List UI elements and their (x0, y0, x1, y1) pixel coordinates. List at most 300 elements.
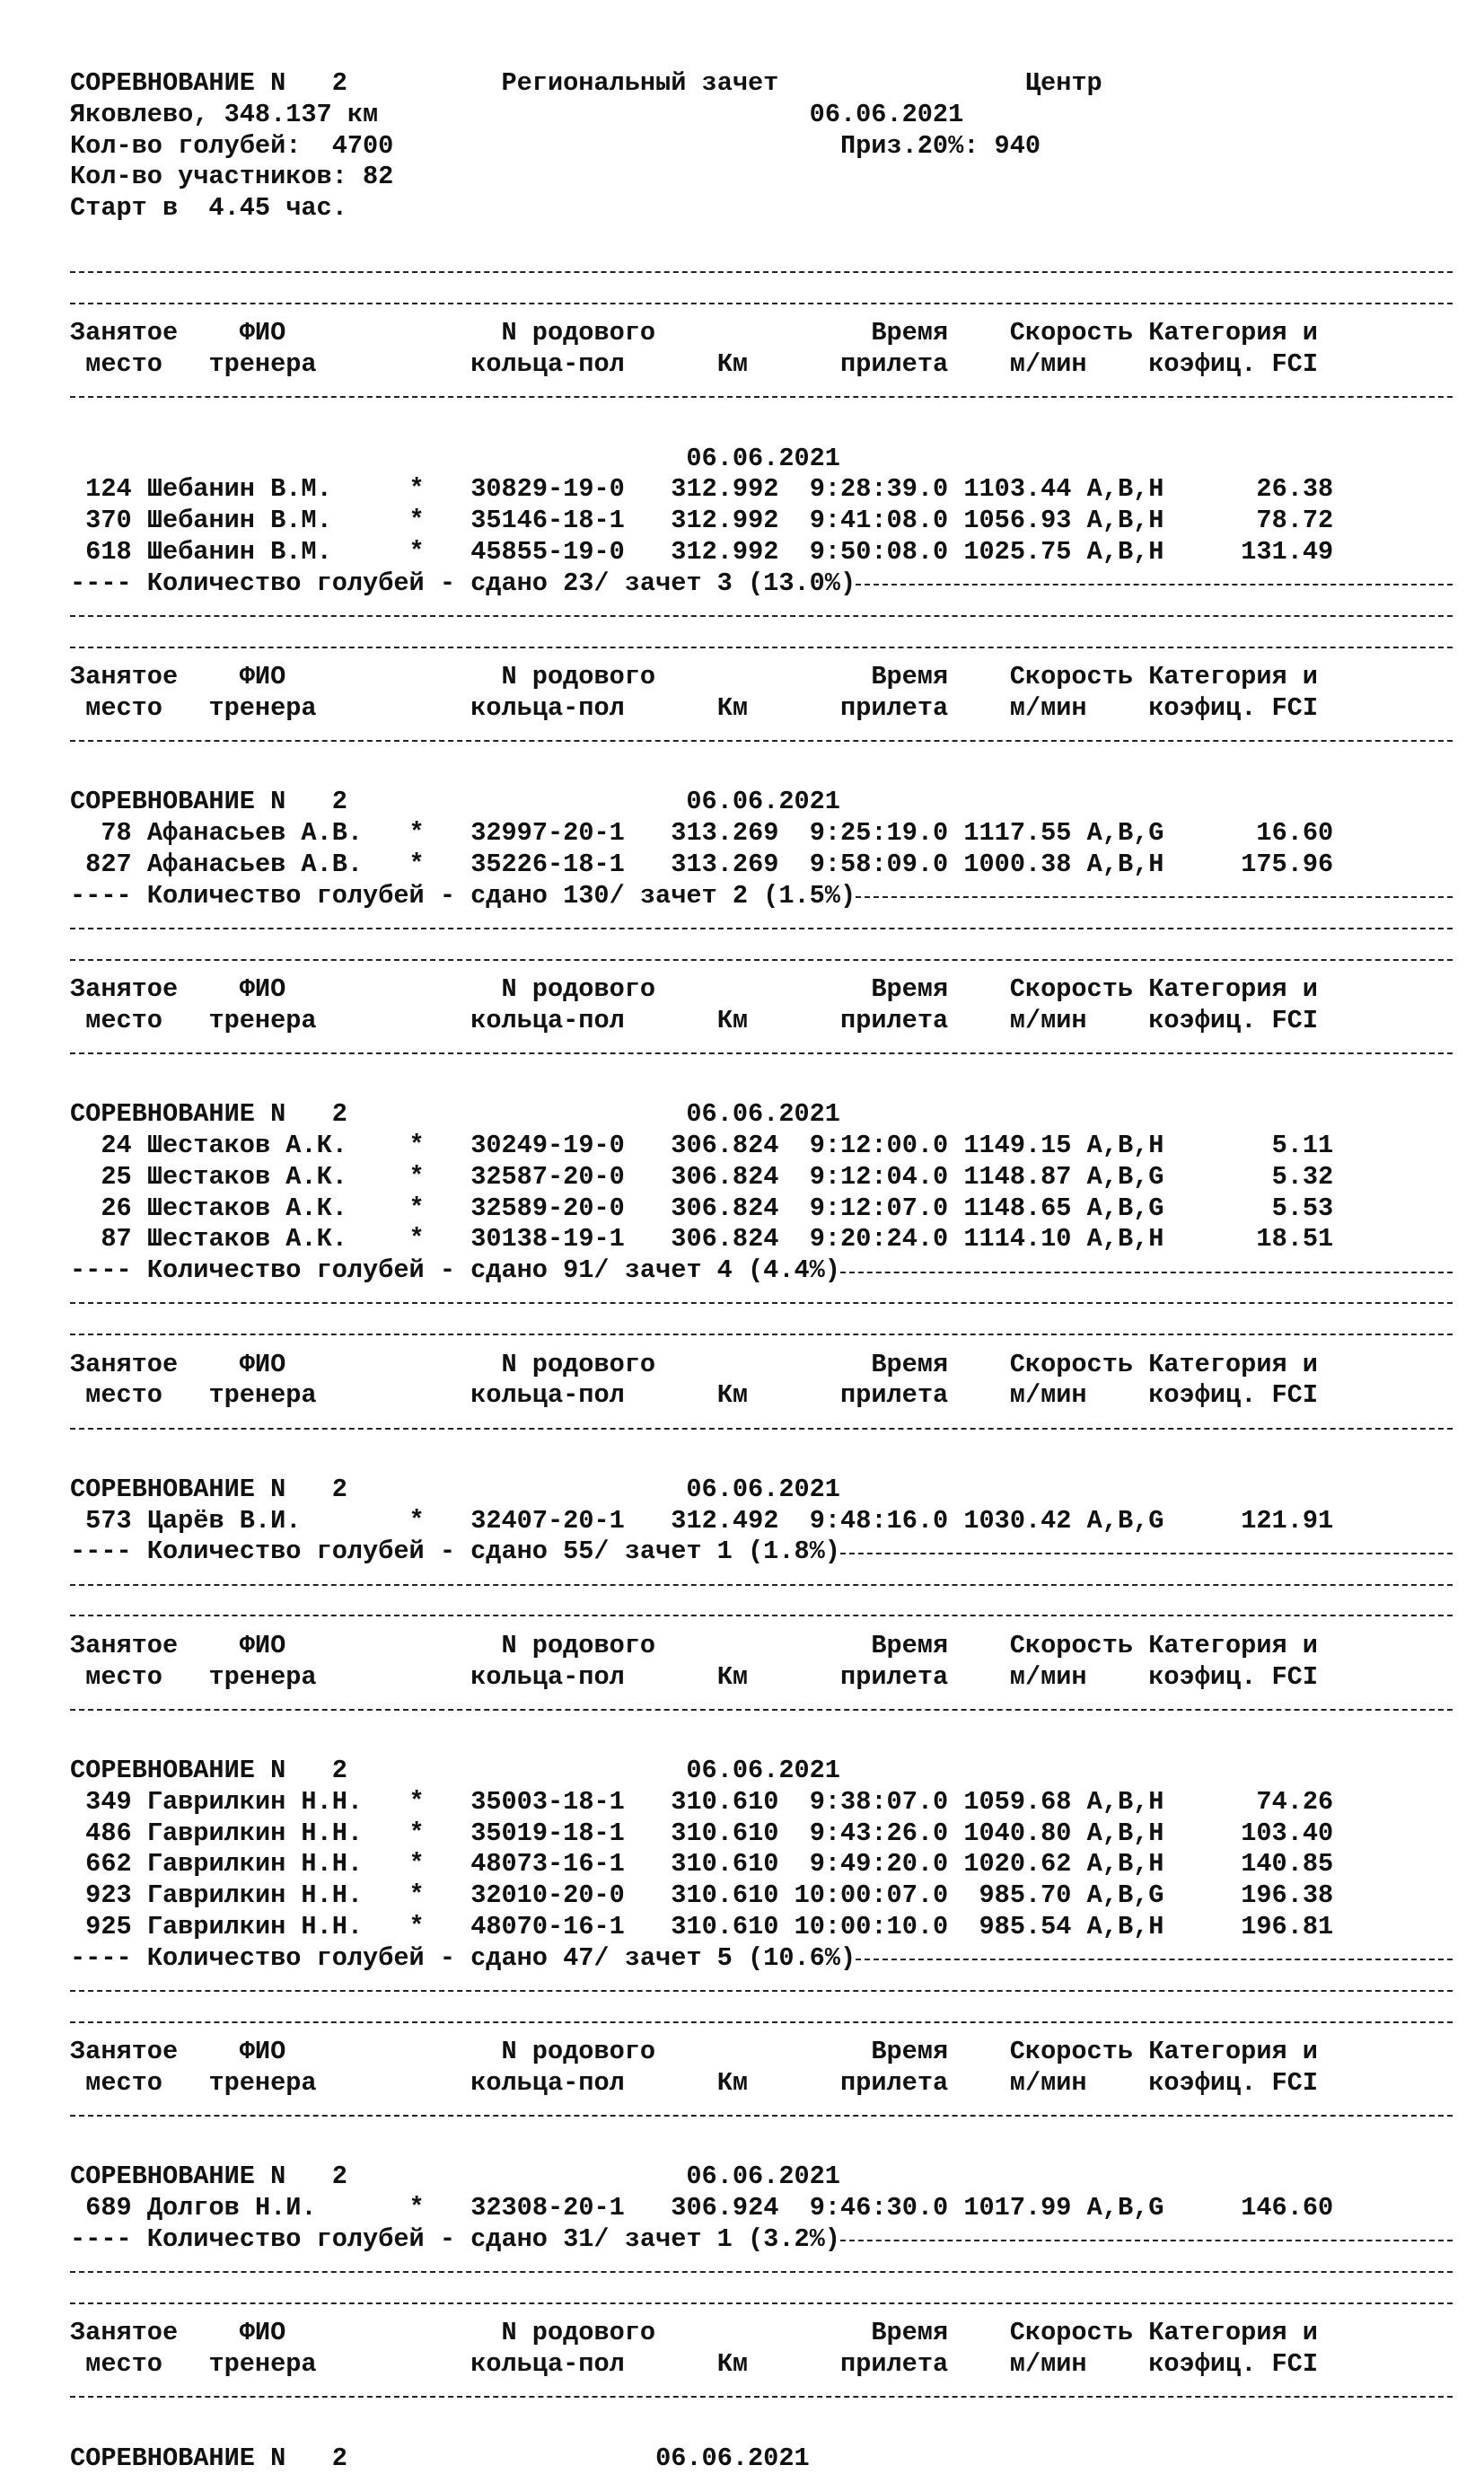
result-row (70, 1506, 1453, 1537)
col-time-header-2: прилета (840, 1661, 949, 1692)
blank-line (70, 1443, 1453, 1475)
section-summary (70, 1255, 1453, 1287)
result-place: 689 (85, 2193, 132, 2223)
result-category: A,B,G (1086, 1880, 1164, 1911)
table-header-top-rule (70, 1599, 1453, 1631)
result-fci-coefficient: 103.40 (1241, 1818, 1334, 1848)
col-ring-header-2: кольца-пол (470, 2068, 625, 2098)
result-row (70, 1818, 1453, 1850)
result-mark: * (408, 2193, 425, 2223)
col-category-header-2: коэфиц. FCI (1148, 1005, 1318, 1035)
col-name-header: ФИО (239, 974, 286, 1005)
result-ring: 32587-20-0 (470, 1161, 625, 1192)
start-time: Старт в 4.45 час. (70, 193, 347, 224)
table-header-bottom-rule (70, 2381, 1453, 2412)
result-ring: 30138-19-1 (470, 1224, 625, 1255)
result-fci-coefficient: 26.38 (1256, 474, 1334, 505)
result-km: 310.610 (671, 1880, 779, 1911)
table-header-row-1 (70, 1631, 1453, 1662)
col-speed-header: Скорость (1009, 1630, 1134, 1660)
result-place: 124 (85, 474, 132, 505)
section-label: СОРЕВНОВАНИЕ N 2 (70, 1474, 347, 1504)
col-ring-header: N родового (501, 2037, 656, 2067)
result-fci-coefficient: 16.60 (1256, 818, 1334, 849)
result-mark: * (408, 1224, 425, 1255)
section-summary (70, 2224, 1453, 2256)
col-name-header: ФИО (239, 2318, 286, 2348)
result-mark: * (408, 1818, 425, 1848)
result-place: 24 (101, 1131, 132, 1161)
result-row (70, 1224, 1453, 1255)
result-trainer-name: Гаврилкин Н.Н. (146, 1818, 364, 1848)
col-place-header: Занятое (70, 662, 179, 692)
result-category: A,B,G (1086, 1193, 1164, 1223)
col-ring-header-2: кольца-пол (470, 1005, 625, 1035)
result-speed: 985.70 (979, 1880, 1072, 1911)
result-arrival-time: 9:38:07.0 (809, 1786, 949, 1817)
result-mark: * (408, 1161, 425, 1192)
section-top-rule (70, 256, 1453, 287)
result-row (70, 1912, 1453, 1943)
col-time-header-2: прилета (840, 349, 949, 380)
table-header-row-2 (70, 693, 1453, 725)
result-fci-coefficient: 146.60 (1241, 2193, 1334, 2223)
col-place-header: Занятое (70, 1349, 179, 1379)
result-trainer-name: Гаврилкин Н.Н. (146, 1786, 364, 1817)
result-place: 349 (85, 1786, 132, 1817)
col-ring-header: N родового (501, 662, 656, 692)
section-summary (70, 881, 1453, 912)
table-header-top-rule (70, 630, 1453, 662)
table-header-row-2 (70, 1380, 1453, 1412)
result-category: A,B,G (1086, 1505, 1164, 1536)
col-category-header-2: коэфиц. FCI (1148, 2068, 1318, 2098)
result-row (70, 1787, 1453, 1818)
table-header-top-rule (70, 2005, 1453, 2037)
result-category: A,B,H (1086, 1786, 1164, 1817)
col-place-header-2: место (85, 1661, 162, 1692)
col-time-header: Время (871, 1630, 949, 1660)
table-header-row-1 (70, 2037, 1453, 2068)
section-summary (70, 1943, 1453, 1975)
col-time-header: Время (871, 1349, 949, 1379)
result-arrival-time: 9:28:39.0 (809, 474, 949, 505)
section-label: СОРЕВНОВАНИЕ N 2 (70, 2161, 347, 2192)
header-line-3 (70, 131, 1453, 163)
trailer-line (70, 2443, 1453, 2474)
col-speed-header-2: м/мин (1009, 1380, 1087, 1411)
blank-line (70, 412, 1453, 444)
result-sections (70, 256, 1453, 2443)
col-name-header-2: тренера (208, 1005, 317, 1035)
section-summary-text: ---- Количество голубей - сдано 91/ зачет 4 (4.4%) (70, 1255, 840, 1286)
col-name-header: ФИО (239, 662, 286, 692)
result-fci-coefficient: 121.91 (1241, 1505, 1334, 1536)
result-trainer-name: Царёв В.И. (146, 1505, 302, 1536)
result-arrival-time: 9:41:08.0 (809, 506, 949, 536)
result-fci-coefficient: 78.72 (1256, 506, 1334, 536)
col-name-header: ФИО (239, 2037, 286, 2067)
result-row (70, 1131, 1453, 1162)
section-label-line (70, 444, 1453, 475)
col-speed-header: Скорость (1009, 662, 1134, 692)
section-date: 06.06.2021 (686, 1756, 840, 1786)
result-row (70, 506, 1453, 537)
result-trainer-name: Шестаков А.К. (146, 1131, 347, 1161)
col-name-header: ФИО (239, 1630, 286, 1660)
result-speed: 1020.62 (963, 1849, 1072, 1880)
result-speed: 1117.55 (963, 818, 1072, 849)
result-ring: 35146-18-1 (470, 506, 625, 536)
result-trainer-name: Шебанин В.М. (146, 536, 332, 567)
result-arrival-time: 10:00:07.0 (794, 1880, 949, 1911)
participant-count: Кол-во участников: 82 (70, 162, 394, 192)
section-summary (70, 568, 1453, 600)
col-km-header: Км (716, 349, 749, 380)
result-ring: 48073-16-1 (470, 1849, 625, 1880)
prize-info: Приз.20%: 940 (839, 130, 1041, 161)
result-speed: 1059.68 (963, 1786, 1072, 1817)
header-line-2 (70, 100, 1453, 131)
result-speed: 1148.87 (963, 1161, 1072, 1192)
result-speed: 1114.10 (963, 1224, 1072, 1255)
result-place: 827 (85, 849, 132, 879)
col-category-header-2: коэфиц. FCI (1148, 1661, 1318, 1692)
col-category-header: Категория и (1148, 318, 1318, 348)
result-arrival-time: 9:58:09.0 (809, 849, 949, 879)
result-arrival-time: 9:12:07.0 (809, 1193, 949, 1223)
blank-line (70, 2131, 1453, 2162)
col-name-header-2: тренера (208, 692, 317, 723)
col-category-header: Категория и (1148, 974, 1318, 1005)
col-category-header-2: коэфиц. FCI (1148, 692, 1318, 723)
col-place-header: Занятое (70, 2037, 179, 2067)
result-fci-coefficient: 196.38 (1241, 1880, 1334, 1911)
section-top-rule (70, 1287, 1453, 1318)
result-fci-coefficient: 5.53 (1271, 1193, 1334, 1223)
result-speed: 1025.75 (963, 536, 1072, 567)
col-place-header-2: место (85, 1380, 162, 1411)
col-ring-header: N родового (501, 974, 656, 1005)
col-ring-header-2: кольца-пол (470, 1661, 625, 1692)
result-place: 573 (85, 1505, 132, 1536)
section-top-rule (70, 912, 1453, 944)
result-km: 313.269 (671, 818, 779, 849)
result-place: 370 (85, 506, 132, 536)
result-category: A,B,H (1086, 849, 1164, 879)
result-km: 306.824 (671, 1224, 779, 1255)
result-category: A,B,H (1086, 506, 1164, 536)
col-speed-header: Скорость (1009, 318, 1134, 348)
result-trainer-name: Гаврилкин Н.Н. (146, 1880, 364, 1911)
col-category-header-2: коэфиц. FCI (1148, 2349, 1318, 2380)
section-top-rule (70, 1568, 1453, 1599)
result-arrival-time: 9:12:04.0 (809, 1161, 949, 1192)
section-summary-text: ---- Количество голубей - сдано 23/ зачет 3 (13.0%) (70, 568, 856, 598)
col-ring-header: N родового (501, 318, 656, 348)
result-arrival-time: 9:20:24.0 (809, 1224, 949, 1255)
header-line-1 (70, 68, 1453, 100)
result-arrival-time: 9:49:20.0 (809, 1849, 949, 1880)
col-name-header-2: тренера (208, 2349, 317, 2380)
result-fci-coefficient: 5.32 (1271, 1161, 1334, 1192)
result-ring: 30249-19-0 (470, 1131, 625, 1161)
table-header-row-2 (70, 1662, 1453, 1694)
table-header-row-1 (70, 974, 1453, 1006)
col-name-header-2: тренера (208, 2068, 317, 2098)
section-top-rule (70, 2256, 1453, 2287)
result-ring: 35226-18-1 (470, 849, 625, 879)
table-header-row-2 (70, 1006, 1453, 1037)
result-place: 87 (101, 1224, 132, 1255)
col-name-header-2: тренера (208, 349, 317, 380)
col-name-header: ФИО (239, 318, 286, 348)
result-ring: 32010-20-0 (470, 1880, 625, 1911)
result-trainer-name: Шебанин В.М. (146, 474, 332, 505)
col-category-header: Категория и (1148, 1630, 1318, 1660)
col-name-header-2: тренера (208, 1380, 317, 1411)
col-speed-header-2: м/мин (1009, 2349, 1087, 2380)
report-title: Региональный зачет (501, 68, 779, 98)
table-header-top-rule (70, 1318, 1453, 1350)
col-place-header-2: место (85, 692, 162, 723)
result-category: A,B,H (1086, 1849, 1164, 1880)
col-time-header: Время (871, 974, 949, 1005)
section-summary-text: ---- Количество голубей - сдано 130/ зачет 2 (1.5%) (70, 880, 856, 911)
result-mark: * (408, 849, 425, 879)
result-km: 312.992 (671, 536, 779, 567)
result-trainer-name: Шестаков А.К. (146, 1224, 347, 1255)
table-header-row-1 (70, 1350, 1453, 1381)
col-km-header: Км (716, 1005, 749, 1035)
result-km: 312.492 (671, 1505, 779, 1536)
result-row (70, 2193, 1453, 2224)
section-label-line (70, 1756, 1453, 1787)
result-row (70, 537, 1453, 568)
section-date: 06.06.2021 (686, 2161, 840, 2192)
result-category: A,B,H (1086, 1224, 1164, 1255)
col-ring-header: N родового (501, 1630, 656, 1660)
competition-number: СОРЕВНОВАНИЕ N 2 (70, 68, 347, 98)
table-header-row-2 (70, 349, 1453, 381)
col-place-header-2: место (85, 1005, 162, 1035)
table-header-row-2 (70, 2068, 1453, 2100)
race-results-document (70, 68, 1453, 2474)
result-mark: * (408, 506, 425, 536)
section-label: СОРЕВНОВАНИЕ N 2 (70, 787, 347, 817)
col-speed-header: Скорость (1009, 1349, 1134, 1379)
race-date: 06.06.2021 (809, 99, 964, 129)
col-name-header: ФИО (239, 1349, 286, 1379)
table-header-bottom-rule (70, 2100, 1453, 2131)
section-date: 06.06.2021 (686, 443, 840, 473)
table-header-bottom-rule (70, 1412, 1453, 1443)
section-summary (70, 1536, 1453, 1568)
result-km: 312.992 (671, 474, 779, 505)
result-ring: 35003-18-1 (470, 1786, 625, 1817)
result-category: A,B,G (1086, 2193, 1164, 2223)
col-ring-header-2: кольца-пол (470, 1380, 625, 1411)
table-header-top-rule (70, 2287, 1453, 2319)
result-mark: * (408, 1849, 425, 1880)
col-ring-header-2: кольца-пол (470, 692, 625, 723)
result-place: 78 (101, 818, 132, 849)
table-header-row-1 (70, 2318, 1453, 2349)
result-ring: 45855-19-0 (470, 536, 625, 567)
col-ring-header: N родового (501, 2318, 656, 2348)
result-category: A,B,H (1086, 474, 1164, 505)
section-label-line (70, 2161, 1453, 2193)
table-header-bottom-rule (70, 1693, 1453, 1724)
result-category: A,B,G (1086, 1161, 1164, 1192)
col-speed-header: Скорость (1009, 974, 1134, 1005)
result-mark: * (408, 536, 425, 567)
result-mark: * (408, 818, 425, 849)
result-trainer-name: Гаврилкин Н.Н. (146, 1849, 364, 1880)
col-speed-header: Скорость (1009, 2318, 1134, 2348)
result-mark: * (408, 1880, 425, 1911)
result-km: 310.610 (671, 1912, 779, 1942)
result-arrival-time: 9:46:30.0 (809, 2193, 949, 2223)
col-ring-header: N родового (501, 1349, 656, 1379)
col-time-header: Время (871, 2318, 949, 2348)
section-top-rule (70, 600, 1453, 631)
result-km: 312.992 (671, 506, 779, 536)
col-category-header-2: коэфиц. FCI (1148, 1380, 1318, 1411)
col-time-header-2: прилета (840, 1380, 949, 1411)
col-km-header: Км (716, 1380, 749, 1411)
col-place-header: Занятое (70, 1630, 179, 1660)
result-speed: 1000.38 (963, 849, 1072, 879)
blank-line (70, 2412, 1453, 2443)
result-row (70, 1880, 1453, 1912)
result-trainer-name: Афанасьев А.В. (146, 818, 364, 849)
result-speed: 1017.99 (963, 2193, 1072, 2223)
section-label-line (70, 1099, 1453, 1131)
section-label-line (70, 1475, 1453, 1506)
col-category-header: Категория и (1148, 1349, 1318, 1379)
col-km-header: Км (716, 2349, 749, 2380)
col-place-header: Занятое (70, 974, 179, 1005)
result-place: 25 (101, 1161, 132, 1192)
result-fci-coefficient: 18.51 (1256, 1224, 1334, 1255)
col-time-header-2: прилета (840, 692, 949, 723)
result-ring: 48070-16-1 (470, 1912, 625, 1942)
col-category-header: Категория и (1148, 2318, 1318, 2348)
blank-line (70, 1724, 1453, 1756)
result-speed: 1149.15 (963, 1131, 1072, 1161)
result-km: 313.269 (671, 849, 779, 879)
blank-line (70, 756, 1453, 788)
result-mark: * (408, 1786, 425, 1817)
table-header-bottom-rule (70, 1037, 1453, 1069)
section-label: СОРЕВНОВАНИЕ N 2 (70, 1099, 347, 1130)
col-speed-header: Скорость (1009, 2037, 1134, 2067)
result-arrival-time: 9:25:19.0 (809, 818, 949, 849)
result-arrival-time: 9:48:16.0 (809, 1505, 949, 1536)
col-km-header: Км (716, 2068, 749, 2098)
result-speed: 1030.42 (963, 1505, 1072, 1536)
col-time-header: Время (871, 2037, 949, 2067)
result-ring: 32308-20-1 (470, 2193, 625, 2223)
region-name: Центр (1024, 68, 1102, 98)
result-ring: 32407-20-1 (470, 1505, 625, 1536)
table-header-top-rule (70, 943, 1453, 974)
section-date: 06.06.2021 (655, 2443, 810, 2473)
section-top-rule (70, 1975, 1453, 2006)
col-ring-header-2: кольца-пол (470, 2349, 625, 2380)
result-mark: * (408, 1193, 425, 1223)
table-header-row-1 (70, 318, 1453, 349)
section-summary-text: ---- Количество голубей - сдано 31/ зачет 1 (3.2%) (70, 2223, 840, 2254)
section-summary-text: ---- Количество голубей - сдано 47/ зачет 5 (10.6%) (70, 1942, 856, 1973)
result-fci-coefficient: 74.26 (1256, 1786, 1334, 1817)
result-trainer-name: Шестаков А.К. (146, 1161, 347, 1192)
col-speed-header-2: м/мин (1009, 2068, 1087, 2098)
result-mark: * (408, 1131, 425, 1161)
section-label: СОРЕВНОВАНИЕ N 2 (70, 1756, 347, 1786)
result-arrival-time: 9:43:26.0 (809, 1818, 949, 1848)
section-date: 06.06.2021 (686, 787, 840, 817)
result-row (70, 1162, 1453, 1193)
result-trainer-name: Афанасьев А.В. (146, 849, 364, 879)
col-place-header-2: место (85, 2068, 162, 2098)
result-arrival-time: 9:12:00.0 (809, 1131, 949, 1161)
result-fci-coefficient: 140.85 (1241, 1849, 1334, 1880)
col-speed-header-2: м/мин (1009, 1661, 1087, 1692)
result-category: A,B,H (1086, 1912, 1164, 1942)
result-category: A,B,G (1086, 818, 1164, 849)
col-time-header: Время (871, 318, 949, 348)
result-arrival-time: 10:00:10.0 (794, 1912, 949, 1942)
result-speed: 985.54 (979, 1912, 1072, 1942)
col-speed-header-2: м/мин (1009, 349, 1087, 380)
result-km: 310.610 (671, 1849, 779, 1880)
table-header-row-1 (70, 662, 1453, 693)
result-fci-coefficient: 175.96 (1241, 849, 1334, 879)
col-time-header-2: прилета (840, 2068, 949, 2098)
section-date: 06.06.2021 (686, 1474, 840, 1504)
result-km: 306.924 (671, 2193, 779, 2223)
result-mark: * (408, 1912, 425, 1942)
col-name-header-2: тренера (208, 1661, 317, 1692)
result-row (70, 1849, 1453, 1880)
result-place: 662 (85, 1849, 132, 1880)
result-row (70, 1193, 1453, 1225)
result-mark: * (408, 474, 425, 505)
result-speed: 1040.80 (963, 1818, 1072, 1848)
col-place-header: Занятое (70, 2318, 179, 2348)
result-km: 310.610 (671, 1818, 779, 1848)
col-place-header-2: место (85, 2349, 162, 2380)
result-ring: 32589-20-0 (470, 1193, 625, 1223)
col-time-header: Время (871, 662, 949, 692)
result-category: A,B,H (1086, 536, 1164, 567)
result-row (70, 474, 1453, 506)
pigeon-count: Кол-во голубей: 4700 (70, 130, 394, 161)
result-fci-coefficient: 131.49 (1241, 536, 1334, 567)
col-place-header: Занятое (70, 318, 179, 348)
result-trainer-name: Шебанин В.М. (146, 506, 332, 536)
result-km: 306.824 (671, 1131, 779, 1161)
col-km-header: Км (716, 692, 749, 723)
blank-line (70, 1069, 1453, 1100)
result-category: A,B,H (1086, 1131, 1164, 1161)
result-arrival-time: 9:50:08.0 (809, 536, 949, 567)
result-km: 306.824 (671, 1193, 779, 1223)
table-header-top-rule (70, 287, 1453, 319)
result-place: 26 (101, 1193, 132, 1223)
